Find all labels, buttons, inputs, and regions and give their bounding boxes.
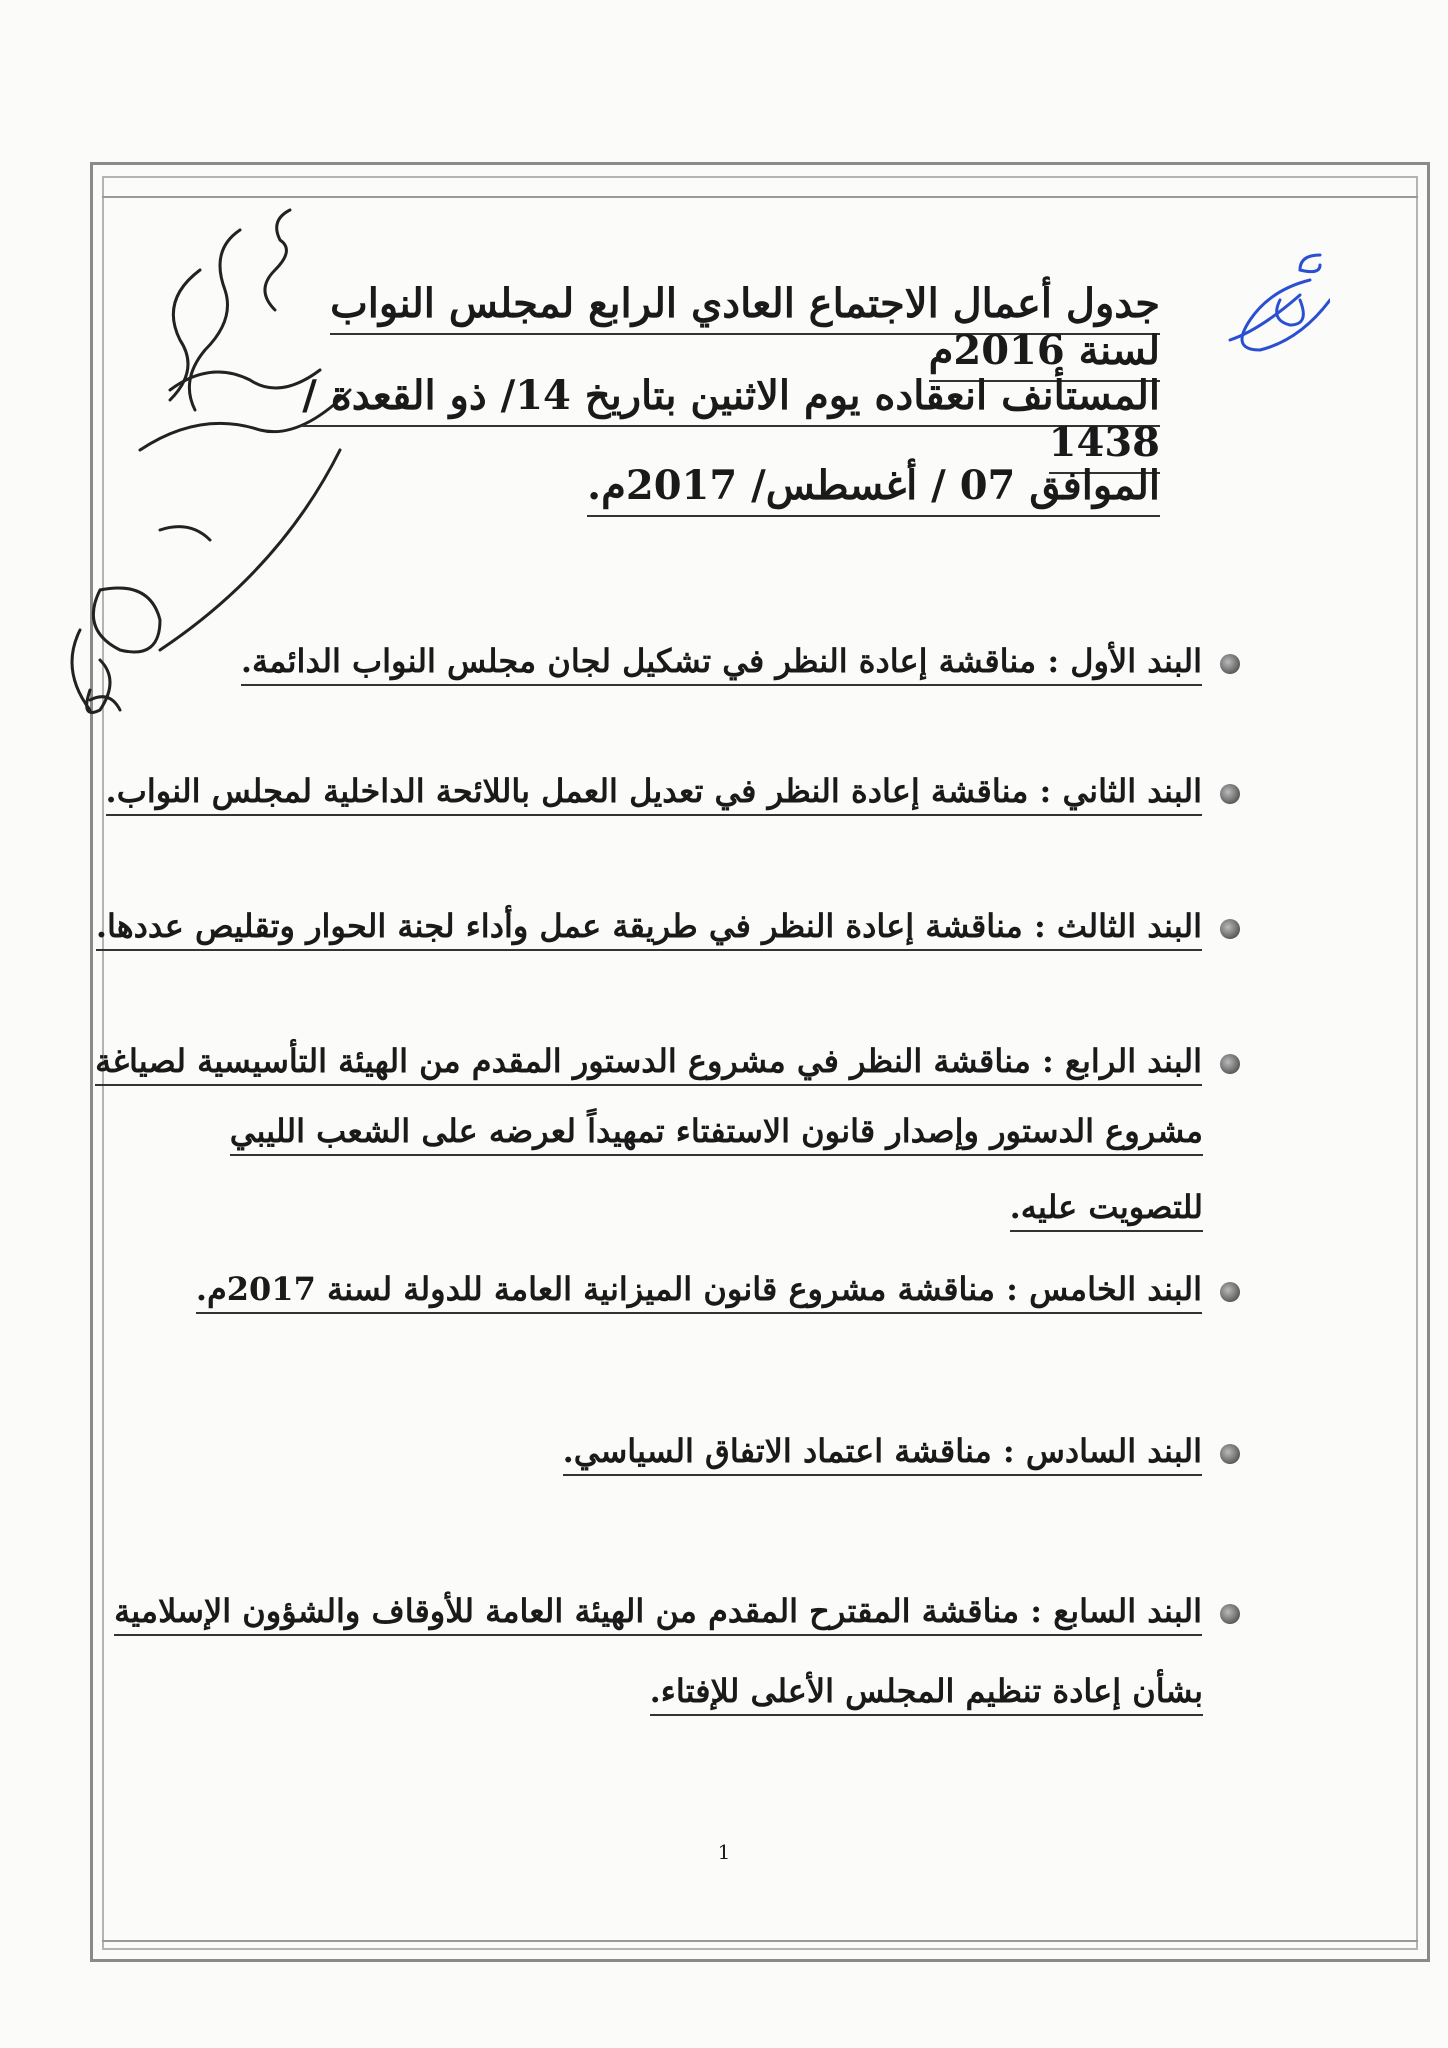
bullet-icon (1220, 1054, 1240, 1074)
agenda-item-5: البند الخامس : مناقشة مشروع قانون الميزانية العامة للدولة لسنة 2017م. (196, 1248, 1240, 1330)
bullet-icon (1220, 784, 1240, 804)
session-date-gregorian: الموافق 07 / أغسطس/ 2017م. (300, 462, 1160, 509)
agenda-item-4-line-3: للتصويت عليه. (1010, 1188, 1203, 1226)
border-rule-bottom (102, 1940, 1418, 1942)
bullet-icon (1220, 1282, 1240, 1302)
signature (1210, 240, 1330, 360)
bullet-icon (1220, 1444, 1240, 1464)
agenda-item-1: البند الأول : مناقشة إعادة النظر في تشكيل لجان مجلس النواب الدائمة. (241, 620, 1240, 702)
agenda-item-7: البند السابع : مناقشة المقترح المقدم من الهيئة العامة للأوقاف والشؤون الإسلامية (114, 1570, 1240, 1652)
agenda-item-6: البند السادس : مناقشة اعتماد الاتفاق السياسي. (563, 1410, 1240, 1492)
agenda-item-2: البند الثاني : مناقشة إعادة النظر في تعديل العمل باللائحة الداخلية لمجلس النواب. (106, 750, 1240, 832)
bullet-icon (1220, 654, 1240, 674)
agenda-item-3: البند الثالث : مناقشة إعادة النظر في طريقة عمل وأداء لجنة الحوار وتقليص عددها. (96, 885, 1240, 967)
bullet-icon (1220, 1604, 1240, 1624)
agenda-title: جدول أعمال الاجتماع العادي الرابع لمجلس النواب لسنة 2016م (300, 280, 1160, 374)
page-number: 1 (717, 1840, 731, 1864)
agenda-item-4: البند الرابع : مناقشة النظر في مشروع الدستور المقدم من الهيئة التأسيسية لصياغة (95, 1020, 1240, 1102)
session-date-hijri: المستأنف انعقاده يوم الاثنين بتاريخ 14/ ذو القعدة / 1438 (300, 372, 1160, 466)
agenda-item-4-line-2: مشروع الدستور وإصدار قانون الاستفتاء تمهيداً لعرضه على الشعب الليبي (230, 1112, 1203, 1150)
bullet-icon (1220, 919, 1240, 939)
agenda-item-7-line-2: بشأن إعادة تنظيم المجلس الأعلى للإفتاء. (650, 1672, 1203, 1710)
